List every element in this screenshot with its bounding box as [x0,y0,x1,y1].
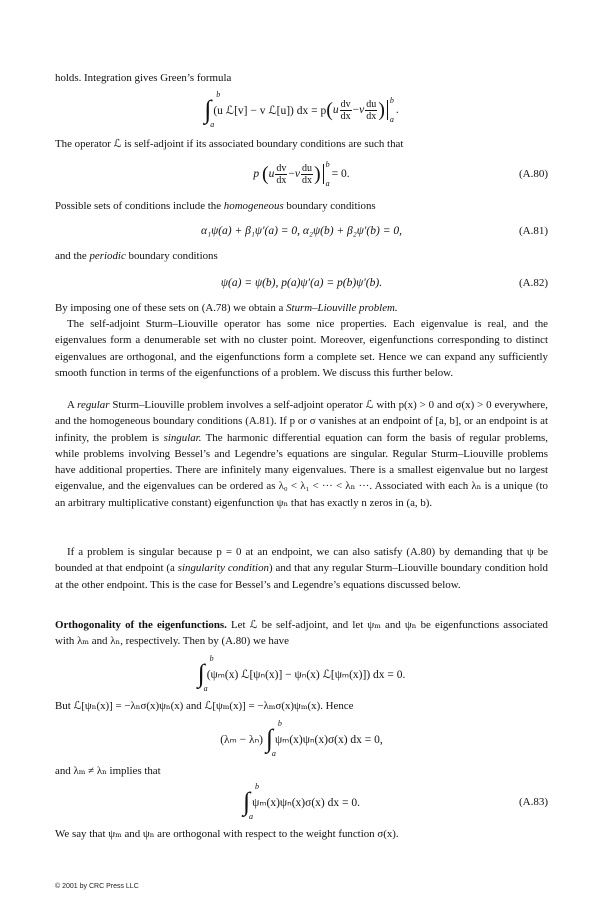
equation-number: (A.81) [518,225,548,237]
section-heading: Orthogonality of the eigenfunctions. [55,619,227,631]
equation-number: (A.80) [518,168,548,180]
equation-greens-formula: ∫ b a (u ℒ[v] − v ℒ[u]) dx = p ( u $\frac{dv}{dx}$ − v $\frac{du}{dx}$ ) b a . [204,90,399,129]
greens-lhs: (u ℒ[v] − v ℒ[u]) dx = p [213,105,327,117]
paragraph-properties: The self-adjoint Sturm–Liouville operator has some nice properties. Each eigenvalue is real, and the eigenvalues form a denumerable set with no cluster point. Moreover, eigenfunctions corresponding to distinct eigenvalues are orthogonal, and the eigenfunctions form a complete set. Hence we can expand any sufficiently smooth function in terms of the eigenfunctions of a problem. We discuss this further below. [55,318,548,379]
integral-sign: ∫ b a [197,654,214,693]
equation-number: (A.82) [518,277,548,289]
paragraph-singular-problem: If a problem is singular because p = 0 at an endpoint, we can also satisfy (A.80) by demanding that ψ be bounded at that endpoint (a singularity condition) and that any regular Sturm–Liouville boundary condition hold at the other endpoint. This is the case for Bessel’s and Legendre’s equations discussed below. [55,546,549,591]
paragraph-greens-intro: holds. Integration gives Green’s formula [55,72,232,84]
equation-a83: ∫ b a ψₘ(x)ψₙ(x)σ(x) dx = 0. (A.83) [243,782,548,821]
equation-a82: ψ(a) = ψ(b), p(a)ψ′(a) = p(b)ψ′(b). (A.82) [220,277,548,289]
paragraph-orthogonality: Orthogonality of the eigenfunctions. Let ℒ be self-adjoint, and let ψₘ and ψₙ be eigenfunctions associated with λₘ and λₙ, respectively. Then by (A.80) we have [55,619,549,648]
equation-a81: α₁ψ(a) + β₁ψ′(a) = 0, α₂ψ(b) + β₂ψ′(b) = 0, (A.81) [201,225,548,237]
equation-a80: p ( u $\frac{dv}{dx}$ − v $\frac{du}{dx}$ ) b a = 0. (A.80) [253,160,548,188]
equation-number: (A.83) [518,796,548,808]
integral-sign: ∫ b a [265,719,282,758]
paragraph-self-adjoint: The operator ℒ is self-adjoint if its associated boundary conditions are such that [55,138,404,150]
integral-sign: ∫ b a [243,782,260,821]
paragraph-sturm-liouville: By imposing one of these sets on (A.78) we obtain a Sturm–Liouville problem. [55,302,398,314]
equation-orthogonality-integral: ∫ b a (ψₘ(x) ℒ[ψₙ(x)] − ψₙ(x) ℒ[ψₘ(x)]) dx = 0. [197,654,406,693]
equation-lambda-difference: (λₘ − λₙ) ∫ b a ψₘ(x)ψₙ(x)σ(x) dx = 0, [220,719,383,758]
paragraph-implies: and λₘ ≠ λₙ implies that [55,765,161,777]
paragraph-periodic: and the periodic boundary conditions [55,250,218,262]
copyright-footer: © 2001 by CRC Press LLC [55,883,139,890]
paragraph-orthogonal-weight: We say that ψₘ and ψₙ are orthogonal with respect to the weight function σ(x). [55,828,399,840]
paragraph-regular-problem: A regular Sturm–Liouville problem involves a self-adjoint operator ℒ with p(x) > 0 and σ(x) > 0 everywhere, and the homogeneous boundary conditions (A.81). If p or σ vanishes at an endpoint of [a, b], or an endpoint is at infinity, the problem is singular. The harmonic differential equation can form the basis of regular problems, while problems involving Bessel’s and Legendre’s equations are singular. Regular Sturm–Liouville problems have additional properties. There are infinitely many eigenvalues. There is a smallest eigenvalue but no largest eigenvalue, and the eigenvalues can be ordered as λ₀ < λ₁ < ··· < λₙ ···. Associated with each λₙ is a unique (to an arbitrary multiplicative constant) eigenfunction ψₙ that has exactly n zeros in (a, b). [55,399,548,509]
paragraph-eigen-relation: But ℒ[ψₙ(x)] = −λₙσ(x)ψₙ(x) and ℒ[ψₘ(x)] = −λₘσ(x)ψₘ(x). Hence [55,700,354,712]
paragraph-homogeneous: Possible sets of conditions include the homogeneous boundary conditions [55,200,376,212]
integral-sign: ∫ b a [204,90,221,129]
